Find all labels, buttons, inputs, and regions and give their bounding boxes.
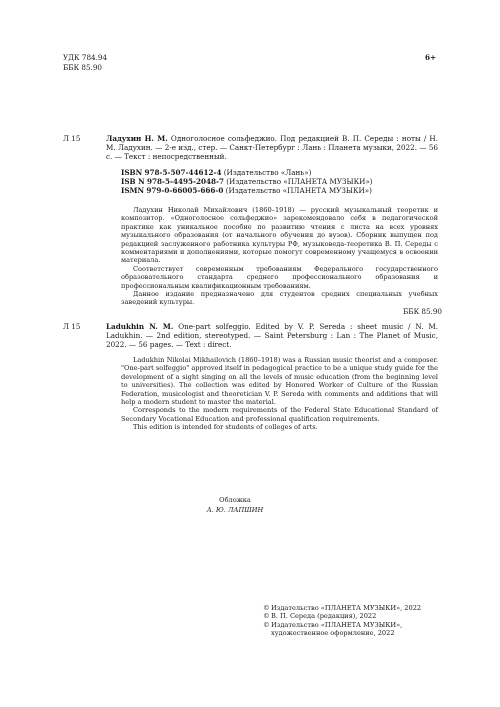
- isbn-label: ISBN: [121, 168, 143, 177]
- ru-abstract: [121, 206, 438, 307]
- isbn-row: [121, 168, 373, 177]
- ru-author: Ладухин Н. М.: [106, 134, 168, 143]
- ru-bbk-bottom: ББК 85.90: [403, 307, 442, 316]
- isbn-row: [121, 177, 373, 186]
- age-rating: 6+: [425, 53, 437, 62]
- copyright-symbol: ©: [263, 612, 270, 621]
- en-citation-rest: One-part solfeggio. Edited by V. P. Sereda : sheet music / N. M. Ladukhin. — 2nd edition, stereotyped. — Saint Petersburg : Lan : The Planet of Music, 2022. — 56 pages. — Text : direct.: [106, 322, 439, 350]
- ru-abstract-paragraph: Соответствует современным требованиям Федерального государственного образовательного стандарта среднего профессионального образования и профессиональным квалификационным требованиям.: [121, 264, 438, 290]
- copyright-text: Издательство «ПЛАНЕТА МУЗЫКИ», художественное оформление, 2022: [271, 620, 403, 638]
- ru-citation-rest: Одноголосное сольфеджио. Под редакцией В. П. Середы : ноты / Н. М. Ладухин. — 2-е изд., стер. — Санкт-Петербург : Лань : Планета музыки, 2022. — 56 с. — Текст : непосредственный.: [106, 134, 438, 162]
- copyright-text: В. П. Середа (редакция), 2022: [271, 612, 377, 621]
- copyright-symbol: ©: [263, 604, 270, 612]
- en-entry-code: Л 15: [63, 322, 81, 331]
- isbn-publisher: (Издательство «Лань»): [223, 168, 312, 177]
- copyright-line: [263, 604, 443, 612]
- ismn-number: 979-0-66005-666-0: [146, 186, 224, 196]
- ru-abstract-paragraph: Данное издание предназначено для студентов средних специальных учебных заведений культуры.: [121, 290, 438, 307]
- ru-entry-code: Л 15: [63, 134, 81, 143]
- en-abstract-paragraph: This edition is intended for students of colleges of arts.: [133, 423, 318, 432]
- udk-code: УДК 784.94: [63, 53, 108, 62]
- copyright-text: Издательство «ПЛАНЕТА МУЗЫКИ», 2022: [271, 604, 422, 612]
- cover-label: Обложка: [219, 496, 251, 504]
- copyright-symbol: ©: [263, 620, 270, 629]
- isbn-label: ISB N: [121, 177, 145, 187]
- bbk-code: ББК 85.90: [63, 63, 102, 72]
- en-citation: [106, 322, 438, 350]
- en-abstract-paragraph: Ladukhin Nikolai Mikhailovich (1860–1918) was a Russian music theorist and a composer. "One-part solfeggio" approved itself in pedagogical practice to be a unique study guide for the development of a sight singing on all the levels of music education (from the beginning level to universities). The collection was edited by Honored Worker of Culture of the Russian Federation, musicologist and theoretician V. P. Sereda with comments and additions that will help a modern student to master the material.: [121, 356, 438, 407]
- copyright-line: [263, 621, 443, 638]
- ismn-publisher: (Издательство «ПЛАНЕТА МУЗЫКИ»): [225, 186, 372, 196]
- copyright-line: [263, 612, 443, 620]
- ru-abstract-paragraph: Ладухин Николай Михайлович (1860–1918) — русский музыкальный теоретик и композитор. «Одноголосное сольфеджио» зарекомендовало себя в педагогической практике как уникальное пособие по развитию чтения с листа на всех уровнях музыкального образования (от начального обучения до вузов). Сборник выпущен под редакцией заслуженного работника культуры РФ, музыковеда-теоретика В. П. Середы с комментариями и дополнениями, которые помогут современному учащемуся в освоении материала.: [121, 206, 438, 265]
- ismn-row: [121, 186, 373, 195]
- isbn-number: 978-5-507-44612-4: [144, 168, 222, 177]
- ru-citation: [106, 134, 438, 162]
- ru-isbn-list: [121, 168, 373, 196]
- ismn-label: ISMN: [121, 186, 145, 196]
- copyright-block: [263, 604, 443, 638]
- en-author: Ladukhin N. M.: [106, 322, 174, 331]
- cover-designer: А. Ю. ЛАПШИН: [206, 506, 264, 514]
- isbn-publisher: (Издательство «ПЛАНЕТА МУЗЫКИ»): [226, 177, 373, 187]
- en-abstract: [121, 356, 438, 432]
- en-abstract-paragraph: Corresponds to the modern requirements of the Federal State Educational Standard of Secondary Vocational Education and professional qualification requirements.: [121, 406, 438, 423]
- isbn-number: 978-5-4495-2048-7: [147, 177, 224, 187]
